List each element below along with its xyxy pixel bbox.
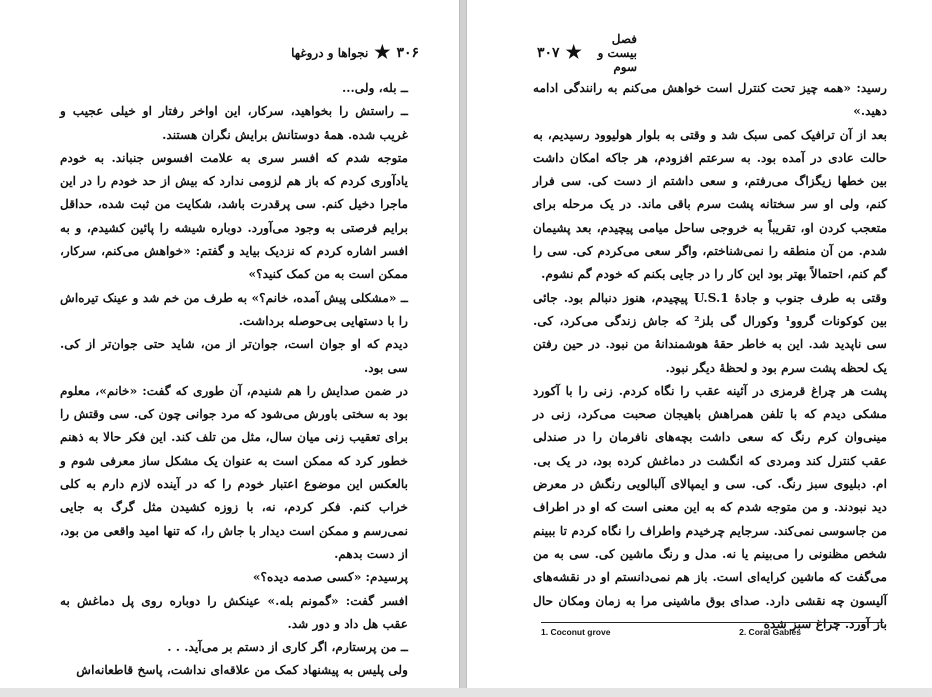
star-icon: ★ <box>565 42 582 63</box>
paragraph: افسر گفت: «گمونم بله.» عینکش را دوباره روی پل دماغش به عقب هل داد و دور شد. <box>60 593 408 631</box>
paragraph: پرسیدم: «کسی صدمه دیده؟» <box>252 570 408 585</box>
running-title: نجواها و دروغها <box>291 46 369 60</box>
paragraph: پشت هر چراغ قرمزی در آئینه عقب را نگاه کردم. زنی را با آکورد مشکی دیدم که با تلفن همراهش باهیجان صحبت می‌کرد، زنی در مینی‌وان کرم رنگ که سعی داشت بچه‌های نافرمان را در صندلی عقب کنترل کند ومردی که انگشت در دماغش کرده بود، در یک بی. ام. دبلیوی سبز رنگ. کی. سی و ایمپالای آلبالویی رنگش در معرض دید نبودند. و من متوجه شدم که به این معنی است که او در اطراف من جاسوسی نمی‌کند. سرجایم چرخیدم واطراف را نگاه کردم تا ببینم شخص مظنونی را می‌بینم یا نه. مدل و رنگ ماشین کی. سی به من می‌گفت که ماشین کرایه‌ای است. باز هم نمی‌دانستم او در نقشه‌های آلیسون چه نقشی دارد. صدای بوق ماشینی مرا به زمان ومکان حال باز آورد. چراغ سبز شده <box>533 383 887 631</box>
page-number: ۳۰۶ <box>396 45 419 61</box>
left-page <box>0 0 460 697</box>
running-title: فصل بیست و سوم <box>597 32 637 74</box>
paragraph: بعد از آن ترافیک کمی سبک شد و وقتی به بلوار هولیوود رسیدیم، به حالت عادی در آمده بود. به سرعتم افزودم، هر جاکه امکان داشت بین خطها زیگزاگ می‌رفتم، و سعی داشتم از دست کی. سی فرار کنم، ولی او سر سختانه پشت سرم باقی ماند. در یک مرحله برای متعجب کردن او، تقریباً به خروجی ساحل میامی پیچیدم، بعد پشیمان شدم. من آن منطقه را نمی‌شناختم، واگر سعی می‌کردم کی. سی را گم کنم، احتمالاً بهتر بود این کار را در جایی بکنم که خودم گم نشوم. <box>533 127 887 282</box>
page-bottom-edge <box>0 688 932 697</box>
footnote: 2. Coral Gables <box>739 627 801 637</box>
paragraph: دیدم که او جوان است، جوان‌تر از من، شاید حتی جوان‌تر از کی. سی بود. <box>60 337 408 375</box>
paragraph: وقتی به طرف جنوب و جادهٔ U.S.1 پیچیدم، هنوز دنبالم بود. جائی بین کوکونات گروو¹ وکورال گی بلز² که جاش زندگی می‌کرد، کی. سی ناپدید شد. این به خاطر حقهٔ هوشمندانهٔ من نبود. در حین رفتن یک لحظه پشت سرم بود و لحظهٔ دیگر نبود. <box>533 290 888 375</box>
page-number: ۳۰۷ <box>537 45 560 61</box>
star-icon: ★ <box>374 42 391 63</box>
page-header <box>537 32 637 74</box>
page-header <box>290 42 419 64</box>
page-body <box>533 77 887 636</box>
right-page <box>466 0 932 697</box>
footnote: 1. Coconut grove <box>541 627 611 637</box>
paragraph: ــ راستش را بخواهید، سرکار، این اواخر رفتار او خیلی عجیب و غریب شده. همهٔ دوستانش برایش نگران هستند. <box>60 104 408 142</box>
paragraph: ــ «مشکلی پیش آمده، خانم؟» به طرف من خم شد و عینک تیره‌اش را با دستهایی بی‌حوصله برداشت. <box>60 290 408 328</box>
paragraph: متوجه شدم که افسر سری به علامت افسوس جنباند. به خودم یادآوری کردم که باز هم لزومی ندارد که بیش از حد خودم را در این ماجرا دخیل کنم. سی پرقدرت باشد، شکایت من ثبت شده، حداقل برایم فرصتی به وجود می‌آورد. دوباره شیشه را پائین کشیدم، و به افسر اشاره کردم که نزدیک بیاید و گفتم: «خواهش می‌کنم، سرکار، ممکن است به من کمک کنید؟» <box>60 150 408 282</box>
paragraph: ولی پلیس به پیشنهاد کمک من علاقه‌ای نداشت، پاسخ قاطعانه‌اش <box>76 663 408 678</box>
footnotes <box>541 627 801 637</box>
page-body <box>60 77 408 683</box>
paragraph: ــ بله، ولی... <box>341 81 408 95</box>
paragraph: ــ من پرستارم، اگر کاری از دستم بر می‌آید. . . <box>167 640 408 655</box>
paragraph: رسید: «همه چیز تحت کنترل است خواهش می‌کنم به رانندگی ادامه دهید.» <box>533 81 887 119</box>
paragraph: در ضمن صدایش را هم شنیدم، آن طوری که گفت: «خانم»، معلوم بود به سختی باورش می‌شود که مرد جوانی چون کی. سی وقتش را برای تعقیب زنی میان سال، مثل من تلف کند. این فکر حالا به ذهنم خطور کرد که ممکن است به عنوان یک مشکل ساز معرفی شوم و بالعکس این موضوع اعتبار خودم را که در آینده لازم دارم به کلی خراب کنم. فکر کردم، نه، با زوزه کشیدن مثل گرگ به جایی نمی‌رسم و ممکن است دیدار با جاش را، که تنها امید واقعی من بود، از دست بدهم. <box>60 383 408 561</box>
footnote-divider <box>541 622 884 623</box>
